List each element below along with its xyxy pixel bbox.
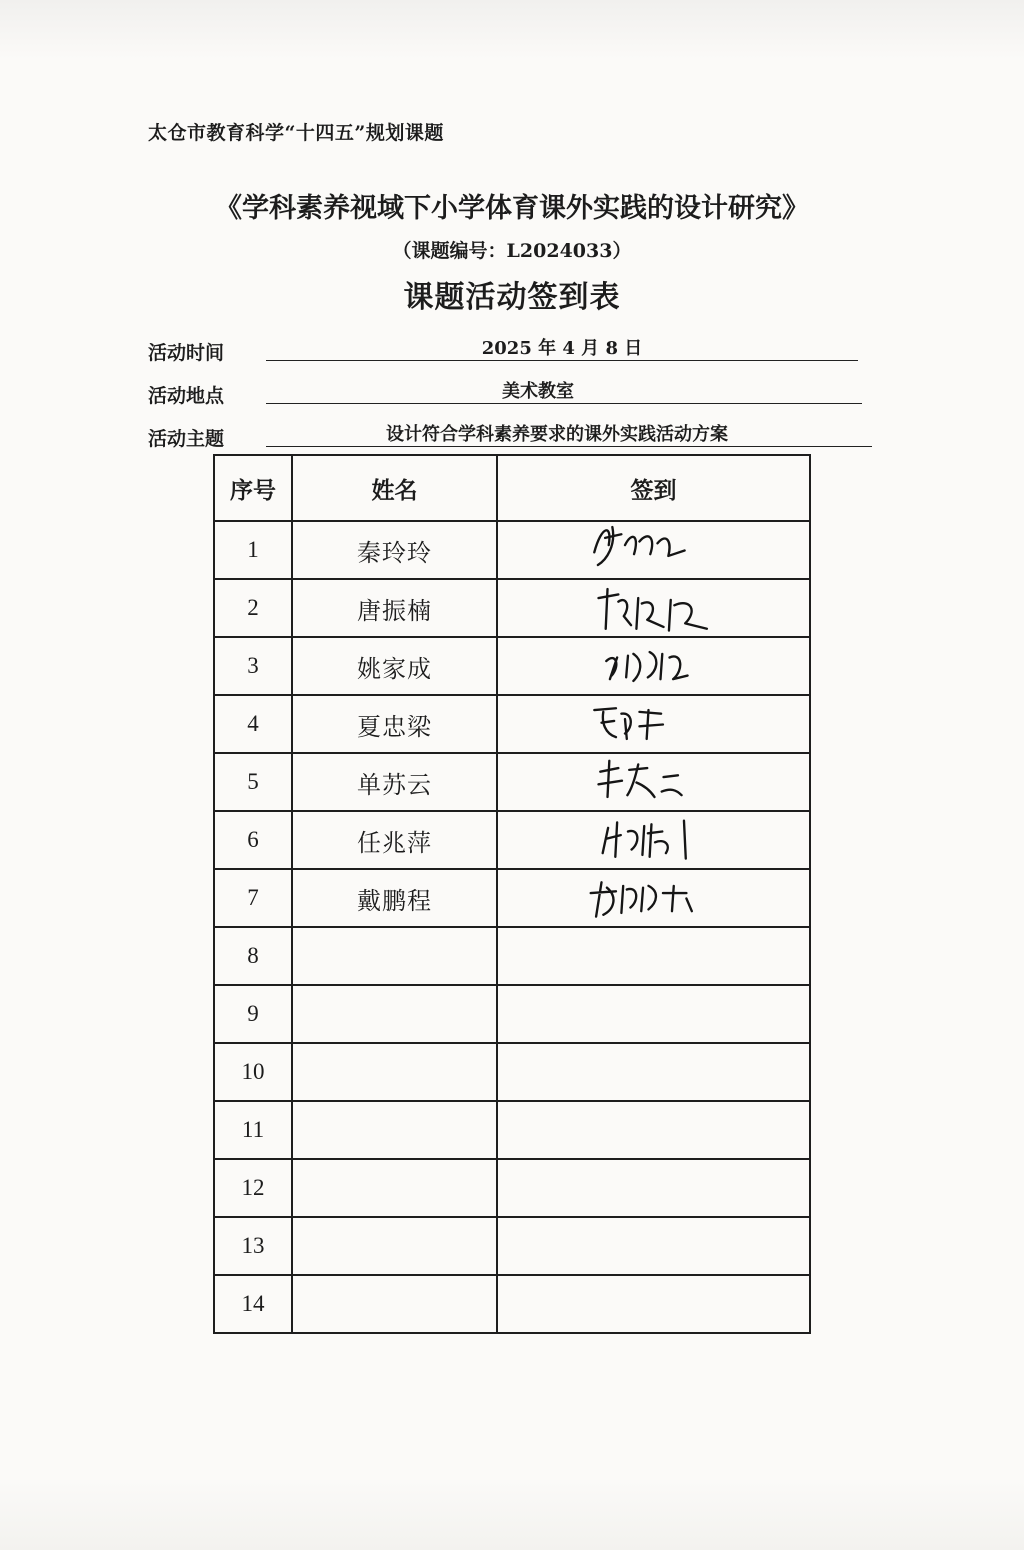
- header-name: 姓名: [292, 455, 497, 521]
- topic-value: 设计符合学科素养要求的课外实践活动方案: [386, 424, 728, 445]
- handwritten-signature: [590, 808, 740, 864]
- row-number: 3: [214, 637, 292, 695]
- table-row: [214, 869, 810, 927]
- signature-cell: [497, 521, 810, 579]
- place-label: 活动地点: [148, 385, 225, 407]
- participant-name: [292, 1217, 497, 1275]
- form-title: 课题活动签到表: [403, 280, 621, 315]
- place-underline: [266, 403, 862, 404]
- row-number: 14: [214, 1275, 292, 1333]
- row-number: 11: [214, 1101, 292, 1159]
- participant-name: 姚家成: [292, 637, 497, 695]
- signature-cell: [497, 1275, 810, 1333]
- table-row: [214, 579, 810, 637]
- row-number: 4: [214, 695, 292, 753]
- participant-name: [292, 1275, 497, 1333]
- participant-name: 任兆萍: [292, 811, 497, 869]
- participant-name: 唐振楠: [292, 579, 497, 637]
- handwritten-signature: [584, 750, 734, 806]
- participant-name: 单苏云: [292, 753, 497, 811]
- participant-name: 秦玲玲: [292, 521, 497, 579]
- handwritten-signature: [578, 518, 728, 574]
- topic-label: 活动主题: [148, 428, 225, 450]
- handwritten-signature: [578, 692, 728, 748]
- participant-name: [292, 1043, 497, 1101]
- info-row-place: [148, 375, 868, 409]
- handwritten-signature: [584, 580, 734, 636]
- table-row: [214, 695, 810, 753]
- place-value: 美术教室: [502, 381, 574, 402]
- info-row-topic: [148, 418, 878, 452]
- topic-underline: [266, 446, 872, 447]
- header-signature: 签到: [497, 455, 810, 521]
- table-row: [214, 927, 810, 985]
- time-underline: [266, 360, 858, 361]
- signature-cell: [497, 579, 810, 637]
- project-label: 太仓市教育科学“十四五”规划课题: [148, 122, 444, 144]
- signature-cell: [497, 1217, 810, 1275]
- handwritten-signature: [578, 866, 728, 922]
- row-number: 6: [214, 811, 292, 869]
- table-row: [214, 1159, 810, 1217]
- participant-name: 戴鹏程: [292, 869, 497, 927]
- signature-cell: [497, 1159, 810, 1217]
- table-row: [214, 985, 810, 1043]
- row-number: 13: [214, 1217, 292, 1275]
- table-row: [214, 637, 810, 695]
- row-number: 12: [214, 1159, 292, 1217]
- table-row: [214, 811, 810, 869]
- signature-cell: [497, 811, 810, 869]
- subject-code: （课题编号：L2024033）: [392, 240, 632, 262]
- row-number: 9: [214, 985, 292, 1043]
- table-row: [214, 1275, 810, 1333]
- participant-name: [292, 1101, 497, 1159]
- table-row: [214, 753, 810, 811]
- signature-cell: [497, 753, 810, 811]
- signature-cell: [497, 695, 810, 753]
- signature-cell: [497, 985, 810, 1043]
- table-header-row: [214, 455, 810, 521]
- header-number: 序号: [214, 455, 292, 521]
- attendance-table: [213, 454, 811, 1334]
- table-row: [214, 1043, 810, 1101]
- signature-cell: [497, 927, 810, 985]
- signature-cell: [497, 869, 810, 927]
- table-row: [214, 521, 810, 579]
- row-number: 10: [214, 1043, 292, 1101]
- participant-name: 夏忠梁: [292, 695, 497, 753]
- row-number: 5: [214, 753, 292, 811]
- info-row-time: [148, 332, 863, 366]
- handwritten-signature: [590, 634, 740, 690]
- signature-cell: [497, 637, 810, 695]
- row-number: 1: [214, 521, 292, 579]
- participant-name: [292, 985, 497, 1043]
- participant-name: [292, 927, 497, 985]
- row-number: 7: [214, 869, 292, 927]
- signature-cell: [497, 1101, 810, 1159]
- time-label: 活动时间: [148, 342, 225, 364]
- row-number: 2: [214, 579, 292, 637]
- table-row: [214, 1217, 810, 1275]
- row-number: 8: [214, 927, 292, 985]
- research-title: 《学科素养视域下小学体育课外实践的设计研究》: [215, 193, 809, 224]
- signature-cell: [497, 1043, 810, 1101]
- table-row: [214, 1101, 810, 1159]
- participant-name: [292, 1159, 497, 1217]
- time-value: 2025 年 4 月 8 日: [481, 338, 643, 359]
